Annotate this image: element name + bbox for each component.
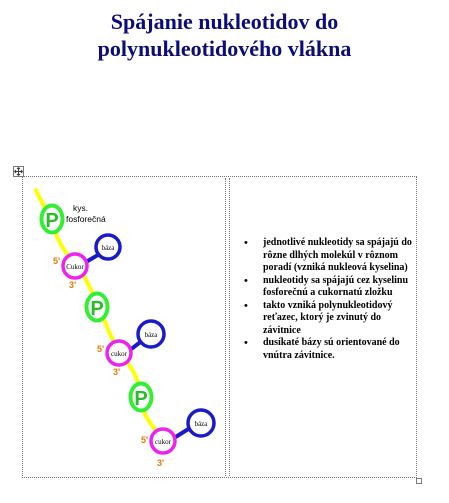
- three-prime-label-3: 3': [157, 458, 165, 468]
- phosphate-1: [42, 206, 63, 233]
- three-prime-label-1: 3': [69, 280, 77, 290]
- five-prime-label-3: 5': [141, 435, 149, 445]
- sugar-label: cukor: [111, 350, 127, 358]
- five-prime-label-1: 5': [53, 256, 61, 266]
- base-label: báza: [194, 420, 208, 428]
- sugar-2: [107, 341, 131, 365]
- five-prime-label-2: 5': [97, 344, 105, 354]
- base-2: [138, 321, 164, 347]
- phosphate-label-line2: fosforečná: [66, 214, 106, 224]
- base-label: báza: [101, 244, 115, 252]
- bullet-item: • dusíkaté bázy sú orientované do vnútra závitnice.: [242, 337, 412, 362]
- sugar-label: Cukor: [66, 263, 84, 271]
- bullet-item: • nukleotidy sa spájajú cez kyselinu fosforečnú a cukornatú zložku: [242, 275, 412, 300]
- sugar-label: cukor: [155, 438, 171, 446]
- base-link-3: [174, 428, 190, 438]
- phosphate-label-line1: kys.: [73, 203, 89, 213]
- bullet-item: • takto vzniká polynukleotidový reťazec, ktorý je zvinutý do závitnice: [242, 300, 412, 338]
- phosphate-letter: P: [134, 388, 148, 410]
- phosphate-3: [131, 384, 152, 411]
- base-label: báza: [144, 331, 158, 339]
- phosphate-2: [87, 294, 108, 321]
- bullet-list: [242, 237, 412, 362]
- sugar-3: [151, 429, 175, 453]
- phosphate-letter: P: [45, 210, 59, 232]
- base-1: [96, 235, 120, 259]
- phosphate-letter: P: [90, 298, 104, 320]
- bullet-item: • jednotlivé nukleotidy sa spájajú do rôzne dlhých molekúl v rôznom poradí (vzniká nukleová kyselina): [242, 237, 412, 275]
- three-prime-label-2: 3': [113, 367, 121, 377]
- sugar-1: [63, 254, 87, 278]
- base-3: [188, 410, 214, 436]
- title-line-2: polynukleotidového vlákna: [97, 36, 352, 61]
- title-line-1: Spájanie nukleotidov do: [110, 9, 339, 34]
